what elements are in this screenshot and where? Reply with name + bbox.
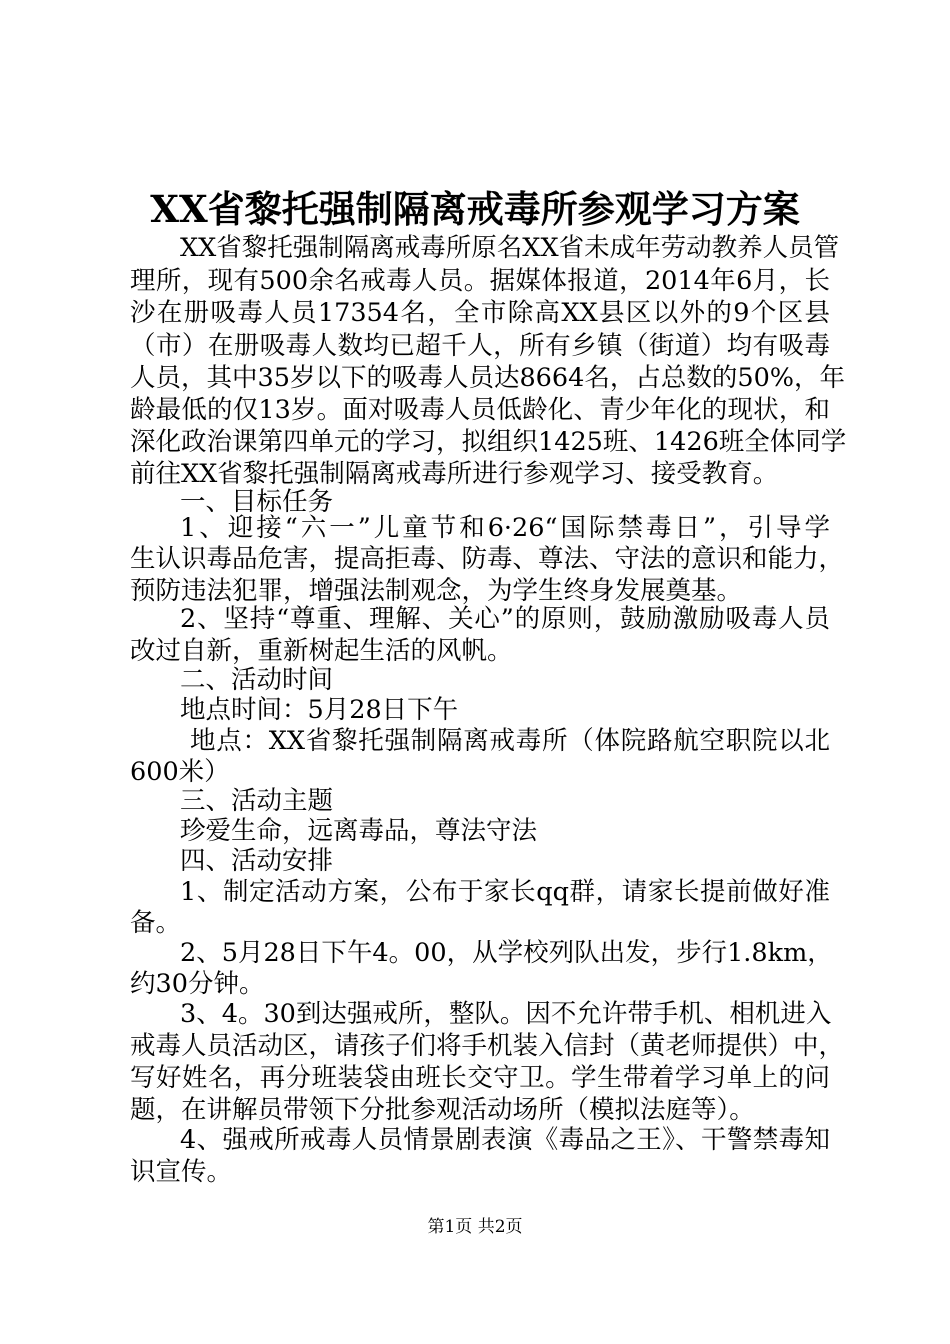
body-line: 题，在讲解员带领下分批参观活动场所（模拟法庭等）。 <box>130 1095 755 1125</box>
body-line: 地点时间：5月28日下午 <box>180 695 459 725</box>
body-line: 3、4。30到达强戒所，整队。因不允许带手机、相机进入 <box>180 999 832 1029</box>
body-line: XX省黎托强制隔离戒毒所原名XX省未成年劳动教养人员管 <box>180 233 840 263</box>
body-line: 600米） <box>130 757 230 787</box>
body-line: 前往XX省黎托强制隔离戒毒所进行参观学习、接受教育。 <box>130 459 779 489</box>
body-line: 4、强戒所戒毒人员情景剧表演《毒品之王》、干警禁毒知 <box>180 1125 830 1155</box>
body-line: 1、迎接“六一”儿童节和6·26“国际禁毒日”，引导学 <box>180 513 830 543</box>
body-line: 一、目标任务 <box>180 487 334 517</box>
body-line: 1、制定活动方案，公布于家长qq群，请家长提前做好准 <box>180 877 830 907</box>
body-line: 2、坚持“尊重、理解、关心”的原则，鼓励激励吸毒人员 <box>180 604 830 634</box>
body-line: 备。 <box>130 908 182 938</box>
body-line: 二、活动时间 <box>180 665 334 695</box>
document-title: XX省黎托强制隔离戒毒所参观学习方案 <box>150 187 800 231</box>
body-line: 生认识毒品危害，提高拒毒、防毒、尊法、守法的意识和能力， <box>130 544 845 574</box>
body-line: 约30分钟。 <box>130 969 265 999</box>
body-line: 人员，其中35岁以下的吸毒人员达8664名，占总数的50%，年 <box>130 363 846 393</box>
body-line: 四、活动安排 <box>180 846 334 876</box>
body-line: 预防违法犯罪，增强法制观念，为学生终身发展奠基。 <box>130 576 743 606</box>
body-line: 三、活动主题 <box>180 786 334 816</box>
body-line: 写好姓名，再分班装袋由班长交守卫。学生带着学习单上的问 <box>130 1063 830 1093</box>
body-line: 沙在册吸毒人员17354名，全市除高XX县区以外的9个区县 <box>130 298 830 328</box>
page-footer: 第1页 共2页 <box>427 1217 523 1237</box>
body-line: （市）在册吸毒人数均已超千人，所有乡镇（街道）均有吸毒 <box>130 331 830 361</box>
body-line: 改过自新，重新树起生活的风帆。 <box>130 636 513 666</box>
body-line: 识宣传。 <box>130 1157 233 1187</box>
body-line: 2、5月28日下午4。00，从学校列队出发，步行1.8km， <box>180 938 833 968</box>
body-line: 地点：XX省黎托强制隔离戒毒所（体院路航空职院以北 <box>190 726 830 756</box>
body-line: 珍爱生命，远离毒品，尊法守法 <box>180 816 538 846</box>
body-line: 戒毒人员活动区，请孩子们将手机装入信封（黄老师提供）中， <box>130 1031 845 1061</box>
body-line: 深化政治课第四单元的学习，拟组织1425班、1426班全体同学 <box>130 427 847 457</box>
body-line: 龄最低的仅13岁。面对吸毒人员低龄化、青少年化的现状，和 <box>130 395 830 425</box>
body-line: 理所，现有500余名戒毒人员。据媒体报道，2014年6月，长 <box>130 266 830 296</box>
